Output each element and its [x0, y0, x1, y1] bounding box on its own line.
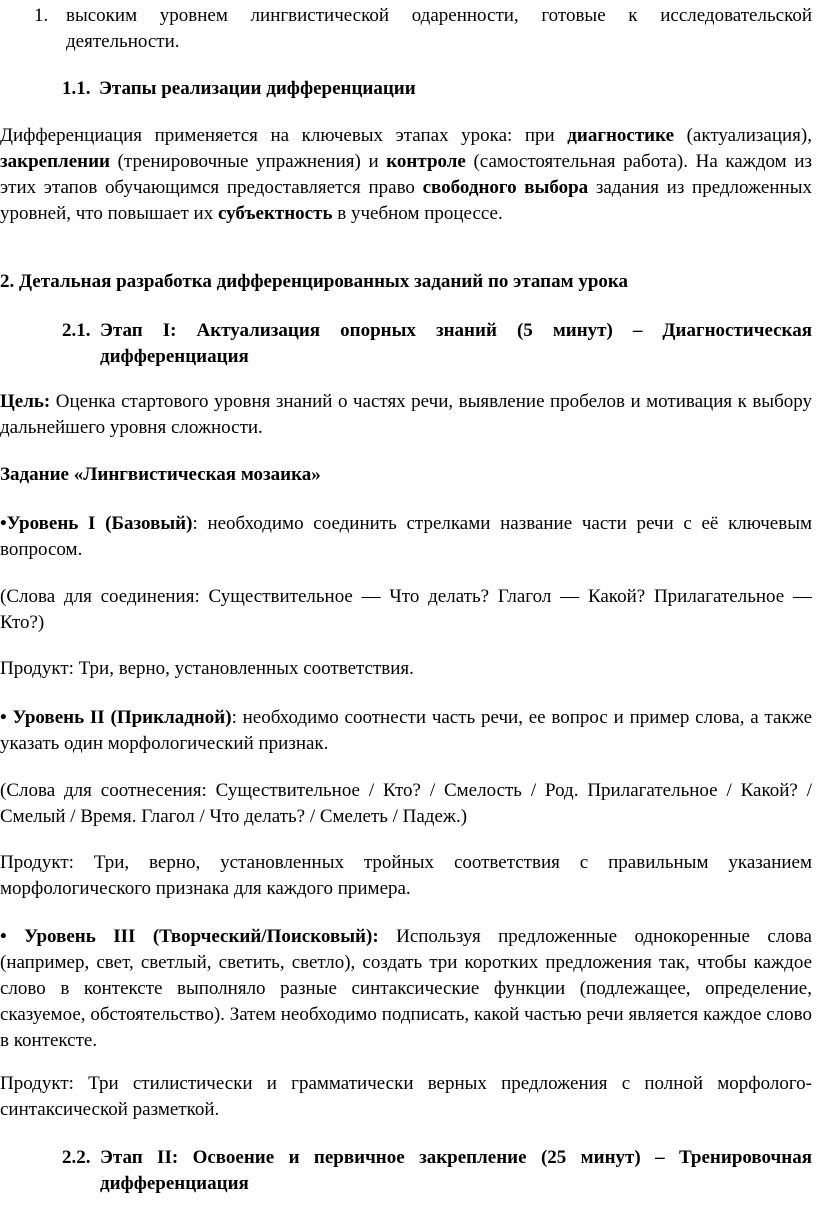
goal-label: Цель:	[0, 391, 51, 412]
text-run: Дифференциация применяется на ключевых этапах урока: при	[0, 125, 568, 146]
level-2-paragraph	[0, 705, 812, 757]
level-1-words: (Слова для соединения: Существительное — Что делать? Глагол — Какой? Прилагательное — Кто?)	[0, 586, 812, 633]
goal-paragraph	[0, 389, 812, 441]
section-heading-2: 2. Детальная разработка дифференцированных заданий по этапам урока	[0, 271, 629, 292]
level-label: Уровень III (Творческий/Поисковый):	[24, 926, 379, 947]
level-2-product: Продукт: Три, верно, установленных тройных соответствия с правильным указанием морфологического признака для каждого примера.	[0, 852, 812, 899]
level-3-product: Продукт: Три стилистически и грамматически верных предложения с полной морфолого-синтаксической разметкой.	[0, 1073, 812, 1120]
task-title: Задание «Лингвистическая мозаика»	[0, 464, 321, 485]
heading-number: 2.1.	[62, 320, 91, 341]
text-run: (актуализация),	[674, 125, 812, 146]
level-2-words: (Слова для соотнесения: Существительное / Кто? / Смелость / Род. Прилагательное / Какой? / Смелый / Время. Глагол / Что делать? / Смелеть / Падеж.)	[0, 780, 812, 827]
bold-term: субъектность	[217, 203, 333, 224]
level-1-product: Продукт: Три, верно, установленных соответствия.	[0, 658, 414, 679]
list-item-text: высоким уровнем лингвистической одаренности, готовые к исследовательской деятельности.	[66, 5, 812, 52]
heading-text: Этап II: Освоение и первичное закрепление (25 минут) – Тренировочная дифференциация	[100, 1147, 812, 1194]
level-label: Уровень I (Базовый)	[6, 513, 193, 534]
text-run: задания из предложенных уровней, что повышает их	[0, 177, 812, 224]
heading-text: Этап I: Актуализация опорных знаний (5 минут) – Диагностическая дифференциация	[100, 320, 812, 367]
heading-text: Этапы реализации дифференциации	[99, 78, 416, 99]
section-heading-2-2	[0, 1145, 812, 1197]
bold-term: свободного выбора	[422, 177, 589, 198]
bold-term: закреплении	[0, 151, 110, 172]
level-text: : необходимо соединить стрелками название части речи с её ключевым вопросом.	[0, 513, 813, 560]
bold-term: диагностике	[567, 125, 675, 146]
text-run: (тренировочные упражнения) и	[109, 151, 387, 172]
heading-number: 1.1.	[62, 78, 91, 99]
text-run: в учебном процессе.	[332, 203, 503, 224]
differentiation-paragraph	[0, 123, 812, 227]
bullet: •	[0, 707, 13, 728]
bullet: •	[0, 513, 7, 534]
heading-number: 2.2.	[62, 1147, 91, 1168]
list-item-1	[0, 3, 812, 55]
level-text: Используя предложенные однокоренные слова (например, свет, светлый, светить, светло), создать три коротких предложения так, чтобы каждое слово в контексте выполняло разные синтаксические функции (подлежащее, определение, сказуемое, обстоятельство). Затем необходимо подписать, какой частью речи является каждое слово в контексте.	[0, 926, 812, 1051]
bullet: •	[0, 926, 25, 947]
text-run: (самостоятельная работа). На каждом из этих этапов обучающимся предоставляется право	[0, 151, 812, 198]
goal-text: Оценка стартового уровня знаний о частях речи, выявление пробелов и мотивация к выбору дальнейшего уровня сложности.	[0, 391, 812, 438]
section-heading-2-1	[0, 318, 812, 370]
level-3-paragraph	[0, 924, 812, 1054]
level-text: : необходимо соотнести часть речи, ее вопрос и пример слова, а также указать один морфологический признак.	[0, 707, 813, 754]
level-1-paragraph	[0, 511, 812, 563]
level-label: Уровень II (Прикладной)	[12, 707, 232, 728]
list-number: 1.	[34, 5, 49, 26]
bold-term: контроле	[386, 151, 466, 172]
